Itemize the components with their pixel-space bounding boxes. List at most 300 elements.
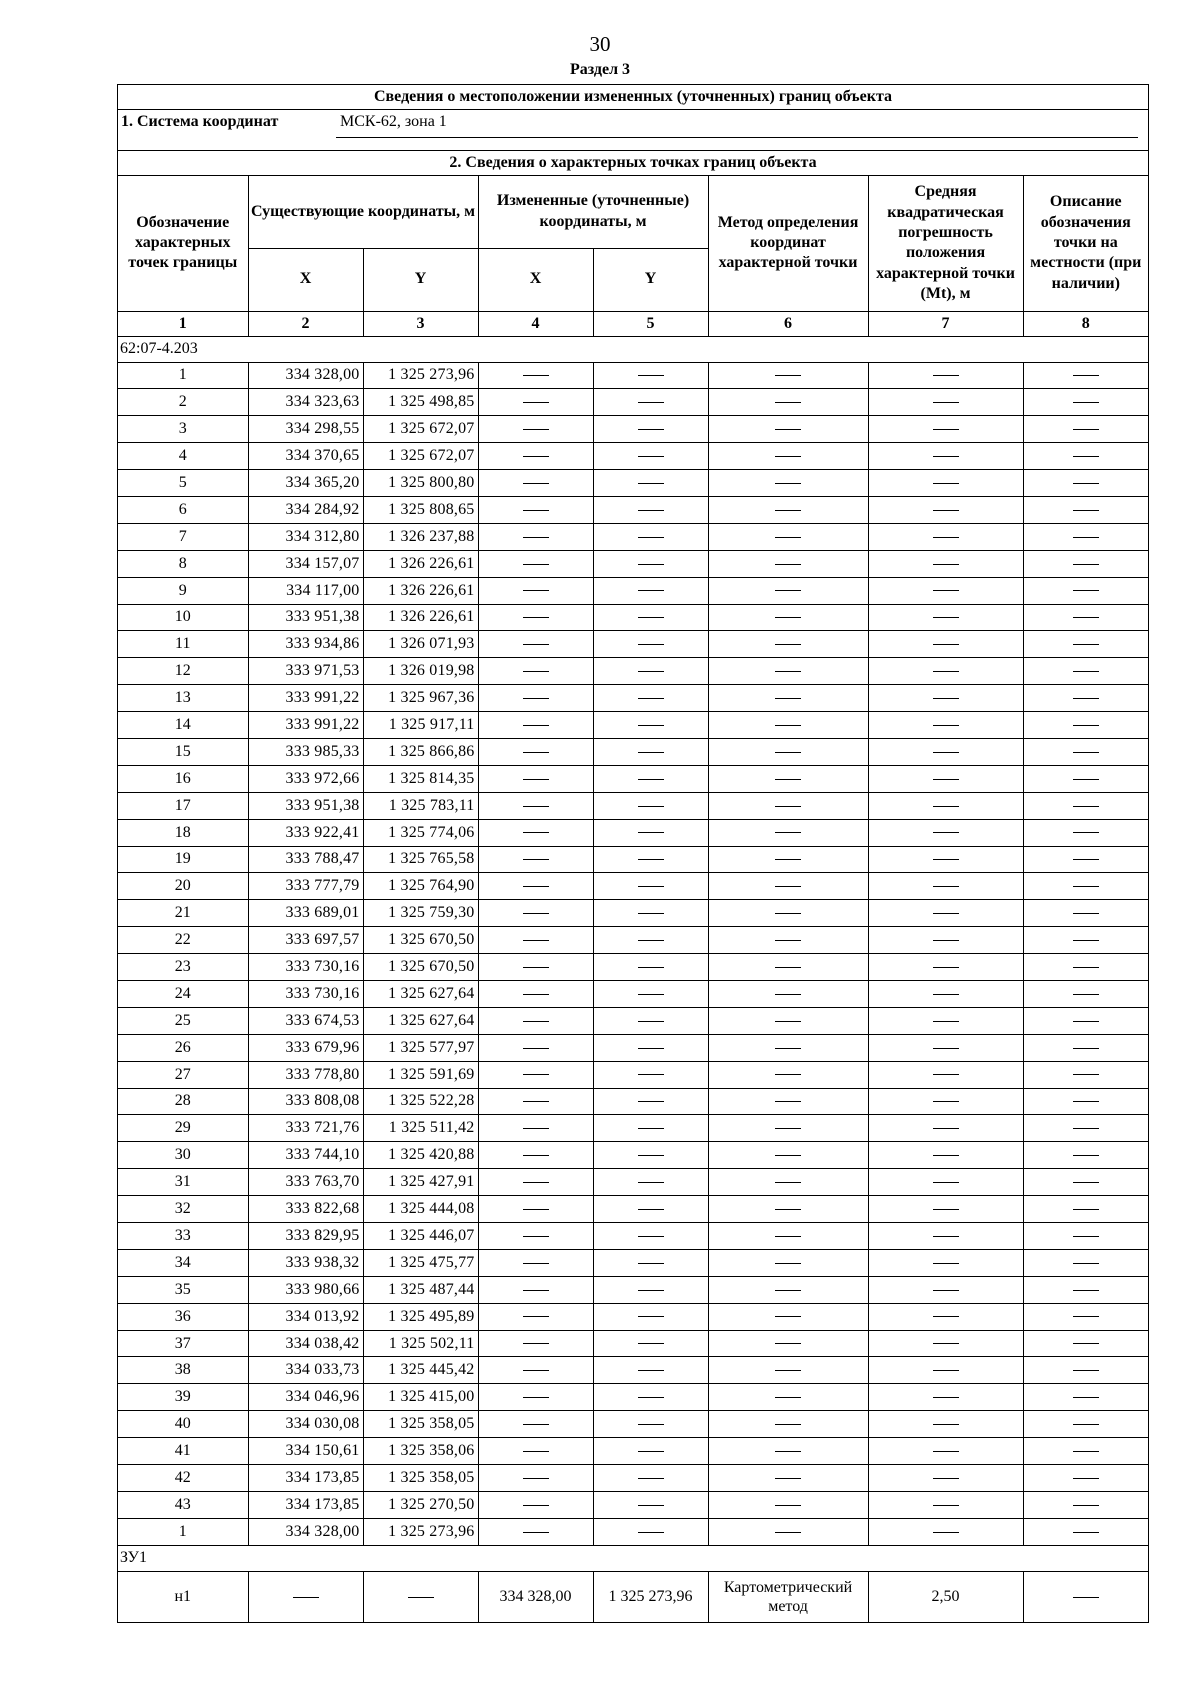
empty-cell: [1023, 1384, 1148, 1411]
empty-cell: [708, 1249, 868, 1276]
dash-mark: [775, 725, 801, 726]
dash-mark: [523, 1021, 549, 1022]
empty-cell: [708, 604, 868, 631]
empty-cell: [708, 900, 868, 927]
header-existing-y: Y: [363, 248, 478, 311]
existing-y: 1 325 498,85: [363, 389, 478, 416]
empty-cell: [478, 416, 593, 443]
header-existing-x: X: [248, 248, 363, 311]
dash-mark: [933, 1478, 959, 1479]
empty-cell: [593, 443, 708, 470]
empty-cell: [478, 1142, 593, 1169]
column-number: 2: [248, 311, 363, 336]
existing-x: 333 951,38: [248, 604, 363, 631]
point-number: 38: [118, 1357, 248, 1384]
dash-mark: [523, 429, 549, 430]
point-number: 4: [118, 443, 248, 470]
existing-x: 334 173,85: [248, 1465, 363, 1492]
dash-mark: [523, 967, 549, 968]
dash-mark: [775, 456, 801, 457]
existing-y: 1 325 627,64: [363, 1007, 478, 1034]
point-number: 18: [118, 819, 248, 846]
dash-mark: [1073, 1451, 1099, 1452]
coord-system-underline: [336, 137, 1138, 138]
empty-cell: [708, 980, 868, 1007]
dash-mark: [933, 1155, 959, 1156]
dash-mark: [933, 806, 959, 807]
dash-mark: [638, 913, 664, 914]
dash-mark: [523, 510, 549, 511]
empty-cell: [868, 1357, 1023, 1384]
group-row: [118, 1545, 1148, 1571]
empty-cell: [868, 1411, 1023, 1438]
empty-cell: [868, 738, 1023, 765]
table-row: [118, 604, 1148, 631]
point-number: 37: [118, 1330, 248, 1357]
table-row: [118, 1088, 1148, 1115]
dash-mark: [775, 1316, 801, 1317]
existing-y: 1 325 783,11: [363, 792, 478, 819]
dash-mark: [638, 1048, 664, 1049]
existing-y: 1 325 445,42: [363, 1357, 478, 1384]
empty-cell: [478, 1411, 593, 1438]
empty-cell: [868, 980, 1023, 1007]
empty-cell: [1023, 389, 1148, 416]
header-method: Метод определения координат характерной точки: [708, 176, 868, 311]
dash-mark: [933, 1424, 959, 1425]
existing-x: 333 808,08: [248, 1088, 363, 1115]
table-row: [118, 1249, 1148, 1276]
empty-cell: [1023, 577, 1148, 604]
empty-cell: [868, 819, 1023, 846]
dash-mark: [1073, 940, 1099, 941]
dash-mark: [638, 537, 664, 538]
empty-cell: [1023, 1115, 1148, 1142]
empty-cell: [1023, 819, 1148, 846]
point-number: 32: [118, 1196, 248, 1223]
dash-mark: [638, 1397, 664, 1398]
existing-y: 1 325 774,06: [363, 819, 478, 846]
table-row: [118, 1276, 1148, 1303]
point-number: 29: [118, 1115, 248, 1142]
point-number: 9: [118, 577, 248, 604]
dash-mark: [933, 644, 959, 645]
existing-y: 1 326 237,88: [363, 523, 478, 550]
point-number: 11: [118, 631, 248, 658]
dash-mark: [1073, 510, 1099, 511]
empty-cell: [868, 712, 1023, 739]
dash-mark: [933, 1532, 959, 1533]
empty-cell: [478, 362, 593, 389]
empty-cell: [593, 846, 708, 873]
empty-cell: [708, 819, 868, 846]
dash-mark: [775, 402, 801, 403]
empty-cell: [593, 1061, 708, 1088]
empty-cell: [868, 1330, 1023, 1357]
empty-cell: [478, 1223, 593, 1250]
empty-cell: [868, 1115, 1023, 1142]
table-row: [118, 1034, 1148, 1061]
point-number: 20: [118, 873, 248, 900]
point-number: 16: [118, 765, 248, 792]
dash-mark: [775, 429, 801, 430]
dash-mark: [933, 1236, 959, 1237]
existing-x: 334 298,55: [248, 416, 363, 443]
empty-cell: [593, 900, 708, 927]
empty-cell: [708, 1034, 868, 1061]
existing-y: 1 325 358,05: [363, 1411, 478, 1438]
table-row: [118, 496, 1148, 523]
empty-cell: [1023, 470, 1148, 497]
empty-cell: [708, 631, 868, 658]
empty-cell: [478, 1384, 593, 1411]
empty-cell: [708, 443, 868, 470]
existing-y: 1 325 475,77: [363, 1249, 478, 1276]
empty-cell: [593, 1034, 708, 1061]
table-row: [118, 1115, 1148, 1142]
existing-y: 1 325 814,35: [363, 765, 478, 792]
existing-y: 1 325 273,96: [363, 362, 478, 389]
point-number: 1: [118, 362, 248, 389]
dash-mark: [1073, 1397, 1099, 1398]
dash-mark: [775, 886, 801, 887]
point-number: 25: [118, 1007, 248, 1034]
point-number: 8: [118, 550, 248, 577]
existing-y: 1 326 019,98: [363, 658, 478, 685]
dash-mark: [933, 832, 959, 833]
empty-cell: [478, 1007, 593, 1034]
dash-mark: [933, 483, 959, 484]
empty-cell: [593, 1142, 708, 1169]
empty-cell: [593, 1411, 708, 1438]
point-number: 13: [118, 685, 248, 712]
table-row: [118, 1357, 1148, 1384]
existing-x: 334 038,42: [248, 1330, 363, 1357]
dash-mark: [523, 1370, 549, 1371]
existing-x: 333 991,22: [248, 712, 363, 739]
error-cell: 2,50: [868, 1571, 1023, 1622]
existing-x: 334 328,00: [248, 362, 363, 389]
dash-mark: [523, 1505, 549, 1506]
table-row: [118, 631, 1148, 658]
empty-cell: [868, 927, 1023, 954]
dash-mark: [523, 1424, 549, 1425]
empty-cell: [593, 927, 708, 954]
empty-cell: [593, 1384, 708, 1411]
empty-cell: [478, 577, 593, 604]
empty-cell: [1023, 1276, 1148, 1303]
empty-cell: [868, 1249, 1023, 1276]
table-row: [118, 1007, 1148, 1034]
existing-x: 333 971,53: [248, 658, 363, 685]
empty-cell: [593, 873, 708, 900]
dash-mark: [1073, 1021, 1099, 1022]
empty-cell: [708, 873, 868, 900]
dash-mark: [638, 1451, 664, 1452]
existing-y: 1 325 670,50: [363, 927, 478, 954]
group-label: ЗУ1: [118, 1545, 1148, 1571]
table-row: [118, 1061, 1148, 1088]
dash-mark: [638, 886, 664, 887]
dash-mark: [1073, 1048, 1099, 1049]
existing-y: 1 325 591,69: [363, 1061, 478, 1088]
empty-cell: [478, 1518, 593, 1545]
empty-cell: [1023, 362, 1148, 389]
dash-mark: [1073, 886, 1099, 887]
empty-cell: [1023, 980, 1148, 1007]
group-label: 62:07-4.203: [118, 336, 1148, 362]
empty-cell: [1023, 765, 1148, 792]
empty-cell: [478, 1465, 593, 1492]
existing-x: 333 679,96: [248, 1034, 363, 1061]
dash-mark: [933, 564, 959, 565]
header-description: Описание обозначения точки на местности (при наличии): [1023, 176, 1148, 311]
empty-cell: [478, 685, 593, 712]
dash-mark: [523, 1236, 549, 1237]
dash-mark: [775, 1397, 801, 1398]
existing-y: 1 325 446,07: [363, 1223, 478, 1250]
dash-mark: [933, 429, 959, 430]
point-number: 39: [118, 1384, 248, 1411]
dash-mark: [933, 1316, 959, 1317]
existing-y: 1 325 672,07: [363, 443, 478, 470]
empty-cell: [478, 1034, 593, 1061]
dash-mark: [775, 671, 801, 672]
empty-cell: [593, 1357, 708, 1384]
point-number: 1: [118, 1518, 248, 1545]
existing-x: 333 744,10: [248, 1142, 363, 1169]
dash-mark: [523, 725, 549, 726]
table-row: [118, 470, 1148, 497]
table-row: [118, 1223, 1148, 1250]
empty-cell: [1023, 1007, 1148, 1034]
existing-x: 333 730,16: [248, 980, 363, 1007]
dash-mark: [1073, 456, 1099, 457]
empty-cell: [593, 1465, 708, 1492]
empty-cell: [593, 1438, 708, 1465]
dash-mark: [1073, 617, 1099, 618]
dash-mark: [1073, 1316, 1099, 1317]
empty-cell: [1023, 550, 1148, 577]
dash-mark: [638, 1128, 664, 1129]
dash-mark: [523, 671, 549, 672]
existing-x: 333 697,57: [248, 927, 363, 954]
empty-cell: [708, 550, 868, 577]
empty-cell: [708, 1411, 868, 1438]
coord-system-label: 1. Система координат: [121, 113, 279, 130]
dash-mark: [775, 994, 801, 995]
existing-y: 1 325 627,64: [363, 980, 478, 1007]
column-number: 1: [118, 311, 248, 336]
empty-cell: [708, 954, 868, 981]
empty-cell: [868, 900, 1023, 927]
dash-mark: [933, 537, 959, 538]
dash-mark: [1073, 779, 1099, 780]
dash-mark: [523, 1343, 549, 1344]
existing-y: 1 325 273,96: [363, 1518, 478, 1545]
dash-mark: [523, 590, 549, 591]
dash-mark: [1073, 483, 1099, 484]
dash-mark: [933, 1128, 959, 1129]
existing-y: 1 325 577,97: [363, 1034, 478, 1061]
empty-cell: [1023, 1330, 1148, 1357]
dash-mark: [638, 402, 664, 403]
point-number: 42: [118, 1465, 248, 1492]
dash-mark: [1073, 1155, 1099, 1156]
dash-mark: [523, 698, 549, 699]
empty-cell: [478, 765, 593, 792]
empty-cell: [1023, 1034, 1148, 1061]
dash-mark: [1073, 429, 1099, 430]
empty-cell: [1023, 873, 1148, 900]
dash-mark: [523, 779, 549, 780]
dash-mark: [523, 537, 549, 538]
empty-cell: [868, 1518, 1023, 1545]
dash-mark: [523, 1290, 549, 1291]
dash-mark: [933, 1370, 959, 1371]
point-number: 7: [118, 523, 248, 550]
dash-mark: [775, 1101, 801, 1102]
existing-x: 333 777,79: [248, 873, 363, 900]
dash-mark: [933, 779, 959, 780]
empty-cell: [708, 1491, 868, 1518]
dash-mark: [775, 859, 801, 860]
empty-cell: [593, 416, 708, 443]
empty-cell: [708, 1115, 868, 1142]
empty-cell: [1023, 738, 1148, 765]
dash-mark: [933, 402, 959, 403]
empty-cell: [478, 1115, 593, 1142]
existing-x: 333 972,66: [248, 765, 363, 792]
empty-cell: [478, 1303, 593, 1330]
existing-y: 1 325 427,91: [363, 1169, 478, 1196]
empty-cell: [708, 416, 868, 443]
empty-cell: [868, 1061, 1023, 1088]
existing-y: 1 326 226,61: [363, 550, 478, 577]
dash-mark: [933, 1263, 959, 1264]
empty-cell: [1023, 1196, 1148, 1223]
dash-mark: [1073, 1182, 1099, 1183]
table-row: [118, 658, 1148, 685]
empty-cell: [593, 819, 708, 846]
existing-x: 334 173,85: [248, 1491, 363, 1518]
existing-x: 334 312,80: [248, 523, 363, 550]
dash-mark: [1073, 1597, 1099, 1598]
dash-mark: [523, 617, 549, 618]
dash-mark: [1073, 1236, 1099, 1237]
dash-mark: [638, 1478, 664, 1479]
dash-mark: [523, 994, 549, 995]
empty-cell: [708, 685, 868, 712]
table-row: [118, 873, 1148, 900]
dash-mark: [933, 1505, 959, 1506]
empty-cell: [248, 1571, 363, 1622]
dash-mark: [638, 456, 664, 457]
empty-cell: [478, 980, 593, 1007]
dash-mark: [523, 564, 549, 565]
empty-cell: [1023, 658, 1148, 685]
dash-mark: [638, 1209, 664, 1210]
empty-cell: [593, 1007, 708, 1034]
dash-mark: [933, 913, 959, 914]
table-row: [118, 1330, 1148, 1357]
existing-x: 333 980,66: [248, 1276, 363, 1303]
table-row: [118, 389, 1148, 416]
dash-mark: [408, 1597, 434, 1598]
point-number: н1: [118, 1571, 248, 1622]
dash-mark: [1073, 913, 1099, 914]
table-row: [118, 1491, 1148, 1518]
existing-x: 333 922,41: [248, 819, 363, 846]
dash-mark: [523, 402, 549, 403]
point-number: 40: [118, 1411, 248, 1438]
dash-mark: [775, 1236, 801, 1237]
point-number: 33: [118, 1223, 248, 1250]
empty-cell: [868, 873, 1023, 900]
dash-mark: [775, 375, 801, 376]
empty-cell: [708, 1438, 868, 1465]
table-row: [118, 1465, 1148, 1492]
dash-mark: [775, 590, 801, 591]
empty-cell: [478, 846, 593, 873]
column-number: 8: [1023, 311, 1148, 336]
dash-mark: [523, 1074, 549, 1075]
empty-cell: [708, 470, 868, 497]
coord-system-row: [118, 110, 1148, 151]
empty-cell: [1023, 712, 1148, 739]
empty-cell: [1023, 954, 1148, 981]
existing-x: 334 033,73: [248, 1357, 363, 1384]
dash-mark: [638, 1182, 664, 1183]
empty-cell: [708, 1142, 868, 1169]
empty-cell: [1023, 792, 1148, 819]
dash-mark: [638, 1505, 664, 1506]
dash-mark: [933, 725, 959, 726]
point-number: 5: [118, 470, 248, 497]
dash-mark: [775, 510, 801, 511]
dash-mark: [638, 779, 664, 780]
dash-mark: [638, 994, 664, 995]
dash-mark: [523, 913, 549, 914]
empty-cell: [478, 1169, 593, 1196]
point-number: 19: [118, 846, 248, 873]
empty-cell: [593, 1276, 708, 1303]
dash-mark: [933, 375, 959, 376]
point-number: 3: [118, 416, 248, 443]
dash-mark: [1073, 564, 1099, 565]
empty-cell: [868, 1088, 1023, 1115]
header-error: Средняя квадратическая погрешность положения характерной точки (Mt), м: [868, 176, 1023, 311]
dash-mark: [523, 806, 549, 807]
dash-mark: [638, 1316, 664, 1317]
empty-cell: [708, 1061, 868, 1088]
table-row: [118, 416, 1148, 443]
dash-mark: [1073, 967, 1099, 968]
existing-y: 1 325 672,07: [363, 416, 478, 443]
dash-mark: [638, 1155, 664, 1156]
existing-y: 1 325 670,50: [363, 954, 478, 981]
existing-x: 333 788,47: [248, 846, 363, 873]
empty-cell: [1023, 1411, 1148, 1438]
existing-y: 1 326 071,93: [363, 631, 478, 658]
existing-y: 1 325 800,80: [363, 470, 478, 497]
empty-cell: [868, 1169, 1023, 1196]
empty-cell: [478, 738, 593, 765]
empty-cell: [1023, 846, 1148, 873]
empty-cell: [1023, 1249, 1148, 1276]
empty-cell: [478, 792, 593, 819]
dash-mark: [523, 483, 549, 484]
